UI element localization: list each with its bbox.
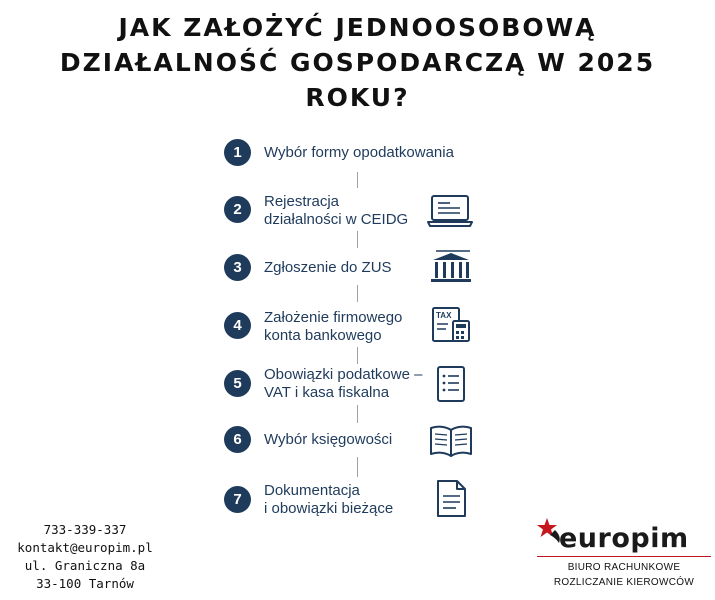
step-label-line: Zgłoszenie do ZUS (264, 259, 392, 276)
step-label-4 (264, 309, 439, 345)
step-connector (357, 457, 358, 477)
contact-phone: 733-339-337 (43, 522, 127, 537)
step-label-5 (264, 366, 439, 402)
europim-logo (535, 516, 713, 596)
logo-divider (537, 556, 711, 557)
step-number-4: 4 (224, 312, 251, 339)
step-label-3 (264, 259, 439, 277)
step-number-2: 2 (224, 196, 251, 223)
step-label-1 (264, 144, 484, 162)
step-connector (357, 172, 358, 188)
step-label-line: VAT i kasa fiskalna (264, 384, 390, 401)
step-label-line: działalności w CEIDG (264, 211, 409, 228)
step-label-2 (264, 193, 439, 229)
step-label-line: Założenie firmowego (264, 309, 403, 326)
step-number-7: 7 (224, 486, 251, 513)
step-number-1: 1 (224, 139, 251, 166)
document-icon (426, 479, 476, 519)
step-label-line: i obowiązki bieżące (264, 500, 394, 517)
title-line-2: DZIAŁALNOŚĆ GOSPODARCZĄ W 2025 (59, 48, 656, 77)
step-number-5: 5 (224, 370, 251, 397)
laptop-icon (426, 191, 476, 231)
title-line-3: ROKU? (305, 83, 410, 112)
contact-street: ul. Graniczna 8a (24, 558, 146, 573)
logo-subtitle-2: ROZLICZANIE KIEROWCÓW (553, 577, 695, 588)
step-label-line: Dokumentacja (264, 482, 360, 499)
step-number-3: 3 (224, 254, 251, 281)
step-connector (357, 231, 358, 248)
step-label-line: konta bankowego (264, 327, 382, 344)
logo-subtitle-1: BIURO RACHUNKOWE (567, 562, 681, 573)
bank-building-icon (426, 248, 476, 288)
step-label-line: Wybór księgowości (264, 431, 393, 448)
checklist-icon (426, 365, 476, 405)
step-label-line: Wybór formy opodatkowania (264, 144, 454, 161)
tax-text: TAX (436, 311, 452, 320)
contact-city: 33-100 Tarnów (36, 576, 134, 591)
step-number-6: 6 (224, 426, 251, 453)
tax-calculator-icon (426, 305, 476, 345)
step-label-line: Rejestracja (264, 193, 340, 210)
step-label-7 (264, 482, 439, 518)
step-label-line: Obowiązki podatkowe – (264, 366, 423, 383)
step-connector (357, 347, 358, 364)
contact-email: kontakt@europim.pl (17, 540, 153, 555)
title-line-1: JAK ZAŁOŻYĆ JEDNOOSOBOWĄ (118, 13, 597, 42)
step-label-6 (264, 431, 439, 449)
step-connector (357, 405, 358, 423)
step-connector (357, 285, 358, 302)
contact-info (0, 521, 170, 593)
open-book-icon (426, 421, 476, 461)
logo-wordmark: europim (559, 523, 689, 554)
